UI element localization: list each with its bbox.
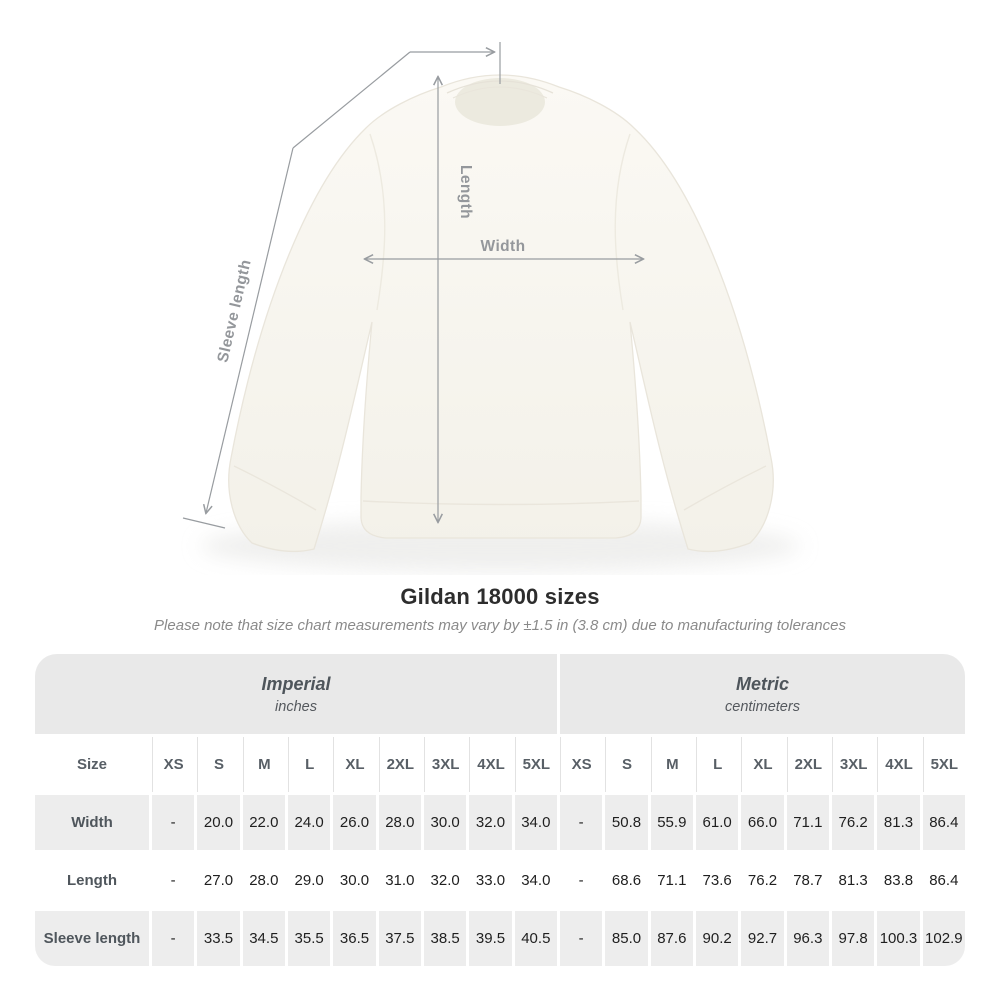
size-header-imperial-s: S [197,737,239,792]
size-header-imperial-2xl: 2XL [379,737,421,792]
size-table [35,654,965,966]
table-cell: 102.9 [923,911,965,966]
table-cell: 100.3 [877,911,919,966]
table-cell: 86.4 [923,853,965,908]
table-cell: 97.8 [832,911,874,966]
imperial-unit: inches [275,698,317,715]
metric-unit: centimeters [725,698,800,715]
metric-band [560,654,965,734]
table-cell: 96.3 [787,911,829,966]
table-cell: 55.9 [651,795,693,850]
table-cell: 50.8 [605,795,647,850]
table-cell: 34.5 [243,911,285,966]
row-label-sleeve-length: Sleeve length [35,911,149,966]
table-cell: 36.5 [333,911,375,966]
imperial-title: Imperial [261,673,331,694]
row-label-length: Length [35,853,149,908]
table-cell: 39.5 [469,911,511,966]
table-cell: 66.0 [741,795,783,850]
table-cell: 78.7 [787,853,829,908]
table-cell: 34.0 [515,853,557,908]
table-cell: 22.0 [243,795,285,850]
row-label-width: Width [35,795,149,850]
table-cell: 28.0 [379,795,421,850]
table-cell: 73.6 [696,853,738,908]
size-header-metric-m: M [651,737,693,792]
table-cell: 33.0 [469,853,511,908]
table-cell: 68.6 [605,853,647,908]
table-cell: - [560,853,602,908]
table-cell: 37.5 [379,911,421,966]
table-cell: 20.0 [197,795,239,850]
size-header-imperial-l: L [288,737,330,792]
table-cell: 86.4 [923,795,965,850]
table-cell: 31.0 [379,853,421,908]
table-cell: 85.0 [605,911,647,966]
table-cell: 30.0 [333,853,375,908]
table-cell: 81.3 [832,853,874,908]
table-cell: 76.2 [832,795,874,850]
size-header-imperial-m: M [243,737,285,792]
size-header-metric-3xl: 3XL [832,737,874,792]
table-cell: 71.1 [651,853,693,908]
size-header-metric-2xl: 2XL [787,737,829,792]
sweatshirt-body [229,75,773,551]
size-header-imperial-3xl: 3XL [424,737,466,792]
table-cell: - [152,795,194,850]
size-header-metric-xl: XL [741,737,783,792]
size-header-imperial-4xl: 4XL [469,737,511,792]
table-cell: 35.5 [288,911,330,966]
table-cell: 87.6 [651,911,693,966]
table-cell: - [560,911,602,966]
sleeve-length-label: Sleeve length [214,257,255,365]
size-header-metric-l: L [696,737,738,792]
size-header-metric-s: S [605,737,647,792]
table-cell: 26.0 [333,795,375,850]
table-cell: 29.0 [288,853,330,908]
size-header-metric-xs: XS [560,737,602,792]
length-label: Length [457,164,474,220]
tolerance-note: Please note that size chart measurements may vary by ±1.5 in (3.8 cm) due to manufacturing tolerances [154,617,846,634]
size-header-metric-5xl: 5XL [923,737,965,792]
table-cell: 83.8 [877,853,919,908]
size-header-imperial-xl: XL [333,737,375,792]
size-header-metric-4xl: 4XL [877,737,919,792]
table-cell: 24.0 [288,795,330,850]
table-cell: - [152,853,194,908]
size-header-imperial-xs: XS [152,737,194,792]
table-cell: - [152,911,194,966]
size-header-imperial-5xl: 5XL [515,737,557,792]
title-block [0,584,1000,634]
table-cell: 34.0 [515,795,557,850]
table-cell: 76.2 [741,853,783,908]
imperial-band [35,654,557,734]
table-cell: 38.5 [424,911,466,966]
width-label: Width [480,238,526,255]
table-cell: 90.2 [696,911,738,966]
table-cell: 61.0 [696,795,738,850]
table-cell: 92.7 [741,911,783,966]
table-cell: 32.0 [424,853,466,908]
metric-title: Metric [735,673,789,694]
table-cell: 27.0 [197,853,239,908]
size-column-header: Size [35,737,149,792]
table-cell: 32.0 [469,795,511,850]
cuff-tick [183,518,225,528]
table-cell: 81.3 [877,795,919,850]
table-cell: 40.5 [515,911,557,966]
table-cell: 33.5 [197,911,239,966]
table-cell: - [560,795,602,850]
table-cell: 71.1 [787,795,829,850]
table-cell: 30.0 [424,795,466,850]
page-title: Gildan 18000 sizes [400,584,600,609]
table-cell: 28.0 [243,853,285,908]
